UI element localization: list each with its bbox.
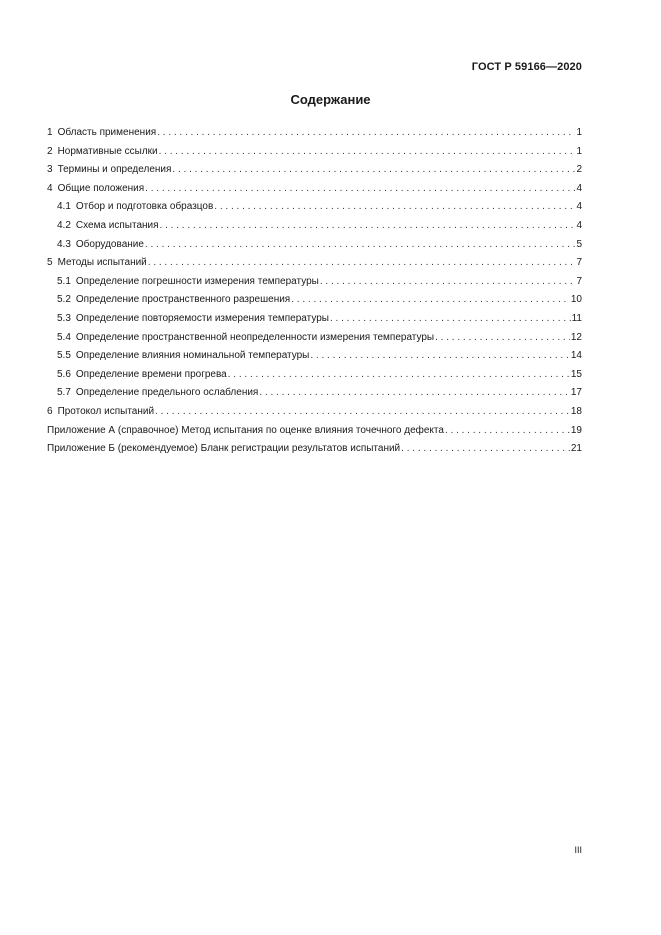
toc-entry-page: 4	[576, 182, 582, 194]
toc-leader-dots	[320, 273, 576, 292]
toc-entry-page: 1	[576, 127, 582, 138]
toc-entry-title: Определение влияния номинальной температуры	[75, 350, 310, 362]
toc-entry-title: Термины и определения	[57, 164, 172, 176]
toc-leader-dots	[155, 403, 570, 422]
toc-leader-dots	[214, 198, 575, 217]
toc-entry-number: 3	[47, 164, 53, 176]
toc-subentry[interactable]	[47, 310, 582, 329]
toc-entry-page: 17	[570, 387, 582, 399]
toc-entry-number: 4	[47, 182, 53, 194]
toc-entry-title: Приложение Б (рекомендуемое) Бланк регистрации результатов испытаний	[47, 443, 401, 455]
toc-entry-page: 18	[570, 405, 582, 417]
toc-subentry[interactable]	[47, 291, 582, 310]
toc-leader-dots	[445, 422, 570, 441]
toc-entry-page: 1	[576, 145, 582, 157]
toc-entry-page: 14	[570, 350, 582, 362]
toc-entry-number: 5.6	[57, 368, 71, 380]
toc-subentry[interactable]	[47, 384, 582, 403]
toc-entry[interactable]	[47, 403, 582, 422]
toc-title: Содержание	[290, 92, 371, 107]
toc-entry-number: 1	[47, 127, 53, 138]
toc-subentry[interactable]	[47, 273, 582, 292]
toc-leader-dots	[157, 124, 575, 143]
toc-entry[interactable]	[47, 254, 582, 273]
toc-entry-title: Общие положения	[57, 182, 145, 194]
toc-entry-title: Приложение А (справочное) Метод испытания по оценке влияния точечного дефекта	[47, 424, 444, 436]
toc-entry-page: 12	[570, 331, 582, 343]
toc-entry-number: 4.2	[57, 219, 71, 231]
toc-entry-number: 5	[47, 257, 53, 269]
toc-entry-title: Протокол испытаний	[57, 405, 155, 417]
toc-leader-dots	[145, 236, 576, 255]
toc-entry-number: 5.2	[57, 294, 71, 306]
toc-entry-number: 5.3	[57, 312, 71, 324]
toc-entry-page: 2	[576, 164, 582, 176]
toc-leader-dots	[435, 329, 570, 348]
toc-entry-title: Определение пространственной неопределенности измерения температуры	[75, 331, 435, 343]
toc-entry-page: 4	[576, 219, 582, 231]
toc-entry-page: 21	[570, 443, 582, 455]
toc-entry-number: 5.4	[57, 331, 71, 343]
toc-entry-number: 6	[47, 405, 53, 417]
toc-entry-page: 7	[576, 257, 582, 269]
toc-entry-number: 5.7	[57, 387, 71, 399]
toc-entry[interactable]	[47, 161, 582, 180]
toc-leader-dots	[330, 310, 571, 329]
toc-entry-page: 19	[570, 424, 582, 436]
toc-leader-dots	[401, 440, 570, 459]
toc-subentry[interactable]	[47, 198, 582, 217]
toc-entry-page: 4	[576, 201, 582, 213]
toc-entry-title: Определение времени прогрева	[75, 368, 227, 380]
toc-leader-dots	[291, 291, 570, 310]
toc-subentry[interactable]	[47, 329, 582, 348]
toc-leader-dots	[172, 161, 575, 180]
document-code: ГОСТ Р 59166—2020	[471, 61, 582, 73]
toc-entry-number: 4.1	[57, 201, 71, 213]
toc-entry-title: Нормативные ссылки	[57, 145, 158, 157]
toc-entry-page: 11	[571, 312, 582, 324]
toc-entry-page: 5	[576, 238, 582, 250]
toc-entry-page: 7	[576, 275, 582, 287]
toc-entry-title: Отбор и подготовка образцов	[75, 201, 214, 213]
toc-appendix-entry[interactable]	[47, 440, 582, 459]
toc-entry-number: 2	[47, 145, 53, 157]
toc-subentry[interactable]	[47, 236, 582, 255]
table-of-contents	[47, 124, 582, 459]
toc-leader-dots	[148, 254, 576, 273]
toc-entry-title: Определение погрешности измерения температуры	[75, 275, 319, 287]
toc-leader-dots	[310, 347, 570, 366]
toc-entry-number: 4.3	[57, 238, 71, 250]
toc-entry-title: Определение пространственного разрешения	[75, 294, 291, 306]
toc-leader-dots	[159, 143, 576, 162]
toc-entry-title: Схема испытания	[75, 219, 159, 231]
toc-leader-dots	[160, 217, 576, 236]
toc-entry[interactable]	[47, 180, 582, 199]
toc-entry-title: Область применения	[57, 127, 157, 138]
toc-subentry[interactable]	[47, 366, 582, 385]
toc-appendix-entry[interactable]	[47, 422, 582, 441]
toc-entry-title: Определение повторяемости измерения температуры	[75, 312, 329, 324]
toc-entry[interactable]	[47, 124, 582, 143]
toc-entry-title: Определение предельного ослабления	[75, 387, 259, 399]
toc-leader-dots	[228, 366, 570, 385]
toc-subentry[interactable]	[47, 217, 582, 236]
toc-entry[interactable]	[47, 143, 582, 162]
toc-leader-dots	[145, 180, 575, 199]
toc-entry-page: 15	[570, 368, 582, 380]
toc-entry-number: 5.5	[57, 350, 71, 362]
toc-entry-number: 5.1	[57, 275, 71, 287]
toc-entry-title: Методы испытаний	[57, 257, 147, 269]
page-number: III	[574, 845, 582, 855]
toc-leader-dots	[259, 384, 570, 403]
toc-entry-title: Оборудование	[75, 238, 144, 250]
toc-subentry[interactable]	[47, 347, 582, 366]
toc-entry-page: 10	[570, 294, 582, 306]
